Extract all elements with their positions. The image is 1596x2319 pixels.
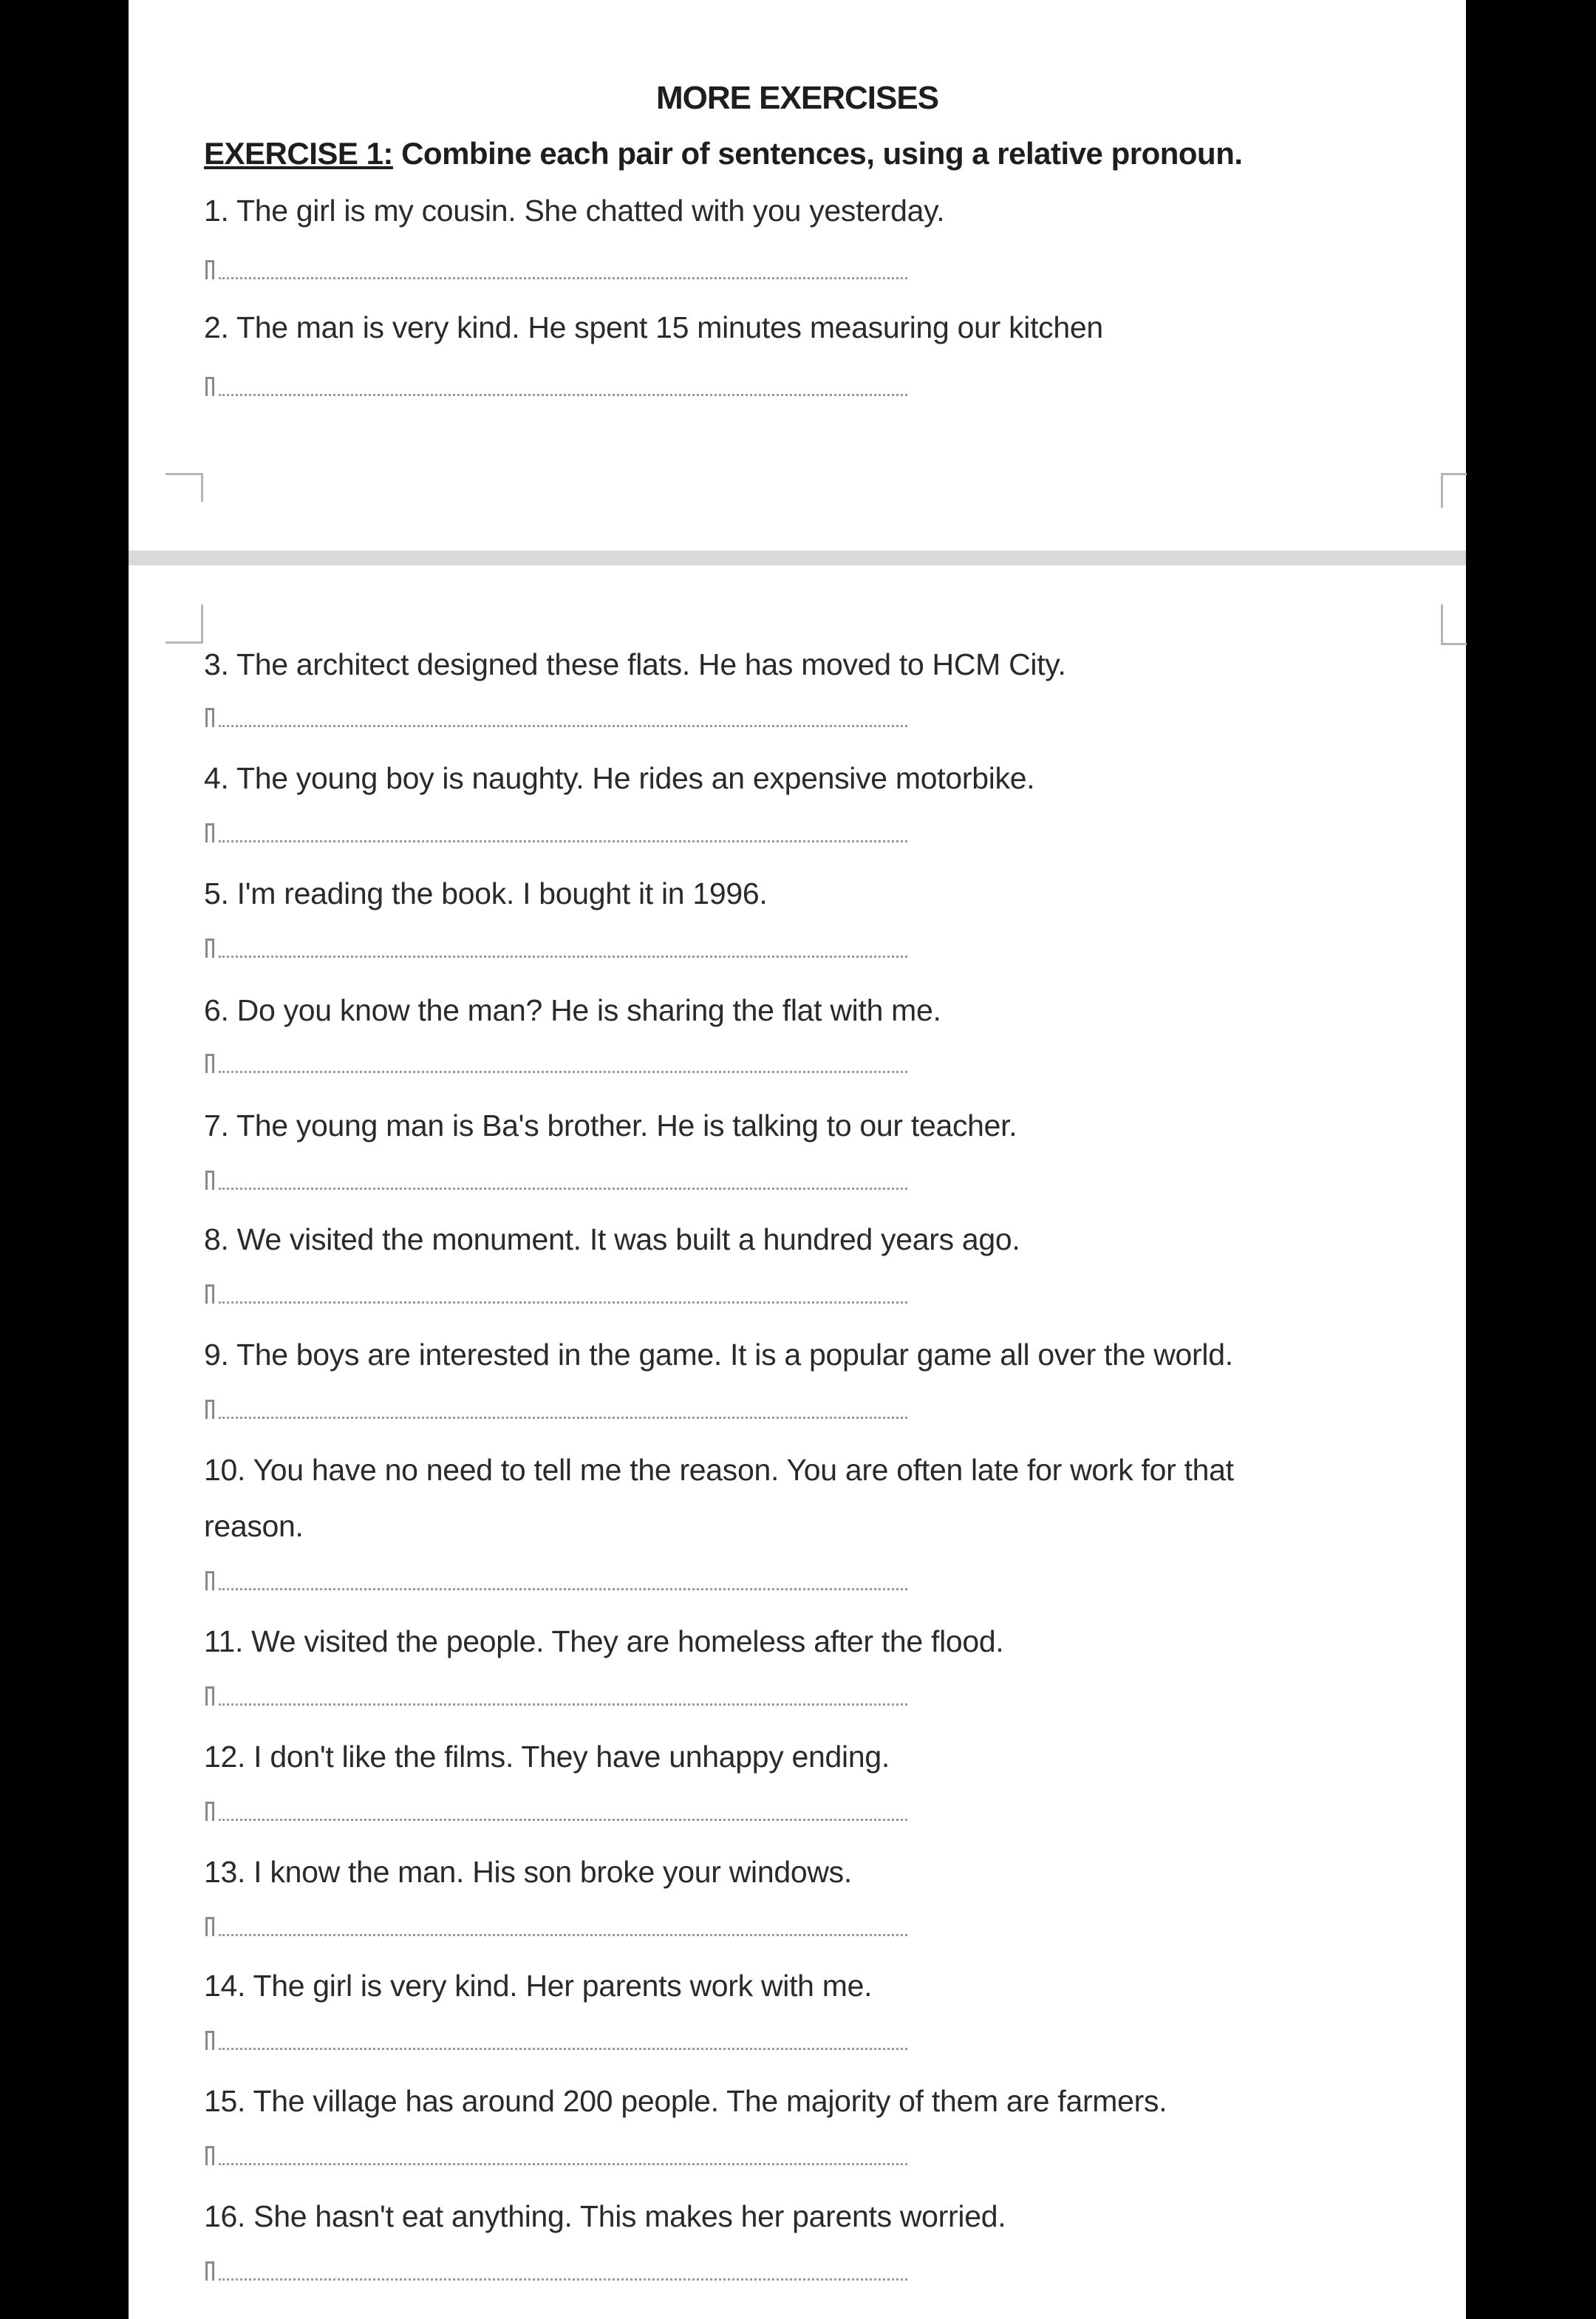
arrow-icon — [205, 1686, 214, 1706]
answer-line-2[interactable] — [204, 377, 907, 399]
margin-corner-mark — [1441, 473, 1467, 508]
arrow-icon — [205, 939, 214, 958]
dotted-line — [219, 840, 907, 842]
arrow-icon — [205, 377, 214, 396]
answer-line-3[interactable] — [204, 708, 907, 730]
question-13: 13. I know the man. His son broke your windows. — [204, 1855, 852, 1889]
dotted-line — [219, 1071, 907, 1073]
arrow-icon — [205, 1171, 214, 1190]
arrow-icon — [205, 2146, 214, 2165]
dotted-line — [219, 1819, 907, 1821]
question-4: 4. The young boy is naughty. He rides an expensive motorbike. — [204, 761, 1035, 795]
dotted-line — [219, 1301, 907, 1304]
arrow-icon — [205, 1400, 214, 1419]
arrow-icon — [205, 823, 214, 842]
margin-corner-mark — [1441, 605, 1467, 645]
dotted-line — [219, 1417, 907, 1419]
exercise-instruction-text: Combine each pair of sentences, using a relative pronoun. — [392, 136, 1243, 171]
page-break — [129, 551, 1466, 565]
question-12: 12. I don't like the films. They have unhappy ending. — [204, 1740, 890, 1774]
question-10: 10. You have no need to tell me the reason. You are often late for work for that — [204, 1453, 1234, 1487]
answer-line-7[interactable] — [204, 1171, 907, 1193]
question-1: 1. The girl is my cousin. She chatted with you yesterday. — [204, 194, 945, 228]
question-9: 9. The boys are interested in the game. It is a popular game all over the world. — [204, 1338, 1233, 1372]
question-14: 14. The girl is very kind. Her parents work with me. — [204, 1969, 873, 2003]
answer-line-12[interactable] — [204, 1802, 907, 1824]
dotted-line — [219, 725, 907, 727]
question-10-continued: reason. — [204, 1509, 304, 1543]
answer-line-14[interactable] — [204, 2031, 907, 2053]
exercise-label: EXERCISE 1: — [204, 136, 393, 171]
question-2: 2. The man is very kind. He spent 15 minutes measuring our kitchen — [204, 310, 1103, 344]
dotted-line — [219, 1188, 907, 1190]
answer-line-16[interactable] — [204, 2261, 907, 2284]
answer-line-5[interactable] — [204, 939, 907, 961]
answer-line-8[interactable] — [204, 1284, 907, 1307]
arrow-icon — [205, 1917, 214, 1936]
arrow-icon — [205, 260, 214, 279]
answer-line-4[interactable] — [204, 823, 907, 845]
dotted-line — [219, 2278, 907, 2281]
arrow-icon — [205, 2031, 214, 2050]
question-8: 8. We visited the monument. It was built a hundred years ago. — [204, 1222, 1020, 1256]
answer-line-10[interactable] — [204, 1571, 907, 1593]
answer-line-1[interactable] — [204, 260, 907, 282]
dotted-line — [219, 1934, 907, 1936]
answer-line-15[interactable] — [204, 2146, 907, 2168]
arrow-icon — [205, 1571, 214, 1590]
margin-corner-mark — [166, 473, 203, 502]
question-6: 6. Do you know the man? He is sharing the flat with me. — [204, 993, 941, 1027]
question-15: 15. The village has around 200 people. The majority of them are farmers. — [204, 2084, 1167, 2118]
margin-corner-mark — [166, 605, 203, 644]
dotted-line — [219, 1703, 907, 1706]
question-5: 5. I'm reading the book. I bought it in 1996. — [204, 876, 768, 910]
dotted-line — [219, 2163, 907, 2165]
question-11: 11. We visited the people. They are homeless after the flood. — [204, 1624, 1004, 1658]
question-3: 3. The architect designed these flats. He has moved to HCM City. — [204, 647, 1066, 681]
question-7: 7. The young man is Ba's brother. He is talking to our teacher. — [204, 1109, 1017, 1143]
dotted-line — [219, 277, 907, 279]
answer-line-11[interactable] — [204, 1686, 907, 1709]
answer-line-13[interactable] — [204, 1917, 907, 1939]
dotted-line — [219, 1588, 907, 1590]
arrow-icon — [205, 2261, 214, 2281]
answer-line-6[interactable] — [204, 1054, 907, 1076]
dotted-line — [219, 2048, 907, 2050]
exercise-instruction — [204, 136, 1243, 171]
arrow-icon — [205, 708, 214, 727]
question-16: 16. She hasn't eat anything. This makes her parents worried. — [204, 2199, 1006, 2233]
answer-line-9[interactable] — [204, 1400, 907, 1422]
arrow-icon — [205, 1054, 214, 1073]
arrow-icon — [205, 1802, 214, 1821]
dotted-line — [219, 956, 907, 958]
dotted-line — [219, 394, 907, 396]
arrow-icon — [205, 1284, 214, 1304]
page-title: MORE EXERCISES — [655, 80, 939, 116]
